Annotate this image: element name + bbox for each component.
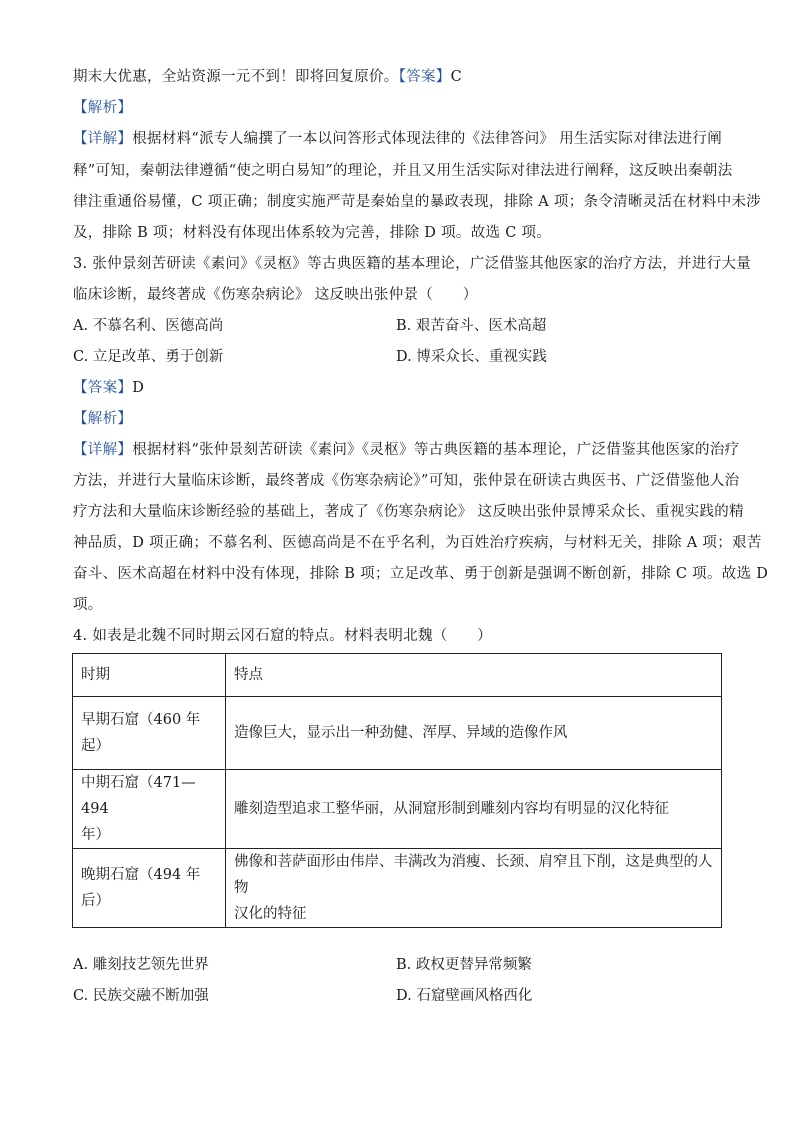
q4-option-c: C. 民族交融不断加强: [73, 988, 209, 1004]
q3-stem-line-2: 临床诊断，最终著成《伤寒杂病论》 这反映出张仲景（ ）: [73, 287, 478, 303]
feature-line: 造像巨大，显示出一种劲健、浑厚、异域的造像作风: [234, 725, 568, 741]
q2-detail-line-4: 及，排除 B 项；材料没有体现出体系较为完善，排除 D 项。故选 C 项。: [73, 225, 552, 241]
q3-option-c: C. 立足改革、勇于创新: [73, 349, 224, 365]
table-row: [73, 770, 722, 849]
table-row: [73, 697, 722, 770]
q4-option-b: B. 政权更替异常频繁: [396, 957, 532, 973]
analysis-tag: 【解析】: [73, 100, 133, 116]
feature-line: 汉化的特征: [234, 906, 307, 922]
answer-value: C: [450, 69, 462, 85]
q3-detail-line-1: [73, 440, 739, 460]
answer-tag: 【答案】: [73, 380, 133, 396]
promo-answer-line: [73, 67, 462, 87]
detail-tag: 【详解】: [73, 131, 133, 147]
q4-option-a: A. 雕刻技艺领先世界: [73, 957, 209, 973]
q3-option-b: B. 艰苦奋斗、医术高超: [396, 318, 547, 334]
analysis-tag: 【解析】: [73, 411, 133, 427]
q2-detail-line-3: 律注重通俗易懂，C 项正确；制度实施严苛是秦始皇的暴政表现，排除 A 项；条令清晰灵活在材料中未涉: [73, 194, 762, 210]
table-header-row: [73, 654, 722, 697]
feature-cell: [226, 697, 722, 770]
detail-text: 根据材料“张仲景刻苦研读《素问》《灵枢》等古典医籍的基本理论，广泛借鉴其他医家的治疗: [132, 442, 740, 458]
period-cell: [73, 770, 226, 849]
header-feature: 特点: [226, 654, 722, 697]
q4-stem: 4. 如表是北魏不同时期云冈石窟的特点。材料表明北魏（ ）: [73, 628, 492, 644]
period-line: 晚期石窟（494 年: [81, 867, 201, 883]
period-line: 后）: [81, 893, 110, 909]
q3-detail-line-3: 疗方法和大量临床诊断经验的基础上，著成了《伤寒杂病论》 这反映出张仲景博采众长、重视实践的精: [73, 504, 744, 520]
period-line: 年）: [81, 827, 110, 843]
period-line: 起）: [81, 738, 110, 754]
q3-detail-line-2: 方法，并进行大量临床诊断，最终著成《伤寒杂病论》”可知，张仲景在研读古典医书、广泛借鉴他人治: [73, 473, 740, 489]
period-cell: [73, 849, 226, 928]
detail-tag: 【详解】: [73, 442, 133, 458]
q2-detail-line-1: [73, 129, 722, 149]
answer-value: D: [132, 380, 145, 396]
feature-cell: [226, 849, 722, 928]
header-period: 时期: [73, 654, 226, 697]
q3-option-d: D. 博采众长、重视实践: [396, 349, 547, 365]
period-cell: [73, 697, 226, 770]
q3-detail-line-4: 神品质，D 项正确；不慕名利、医德高尚是不在乎名利，为百姓治疗疾病，与材料无关，排除 A 项；艰苦: [73, 535, 762, 551]
answer-tag: 【答案】: [398, 69, 451, 85]
period-line: 中期石窟（471—494: [81, 775, 196, 817]
grotto-features-table: [72, 653, 722, 928]
q3-option-a: A. 不慕名利、医德高尚: [73, 318, 224, 334]
q3-answer-line: [73, 378, 144, 398]
q3-detail-line-6: 项。: [73, 597, 103, 613]
table-row: [73, 849, 722, 928]
q2-detail-line-2: 释”可知，秦朝法律遵循“使之明白易知”的理论，并且又用生活实际对律法进行阐释，这反映出秦朝法: [73, 163, 733, 179]
feature-line: 雕刻造型追求工整华丽，从洞窟形制到雕刻内容均有明显的汉化特征: [234, 801, 669, 817]
period-line: 早期石窟（460 年: [81, 712, 201, 728]
q4-option-d: D. 石窟壁画风格西化: [396, 988, 533, 1004]
feature-line: 佛像和菩萨面形由伟岸、丰满改为消瘦、长颈、肩窄且下削，这是典型的人物: [234, 854, 713, 896]
q3-detail-line-5: 奋斗、医术高超在材料中没有体现，排除 B 项；立足改革、勇于创新是强调不断创新，排除 C 项。故选 D: [73, 566, 769, 582]
feature-cell: [226, 770, 722, 849]
q3-stem-line-1: 3. 张仲景刻苦研读《素问》《灵枢》等古典医籍的基本理论，广泛借鉴其他医家的治疗方法，并进行大量: [73, 256, 752, 272]
promo-text: 期末大优惠，全站资源一元不到！即将回复原价。: [73, 69, 399, 85]
detail-text: 根据材料“派专人编撰了一本以问答形式体现法律的《法律答问》 用生活实际对律法进行阐: [132, 131, 723, 147]
